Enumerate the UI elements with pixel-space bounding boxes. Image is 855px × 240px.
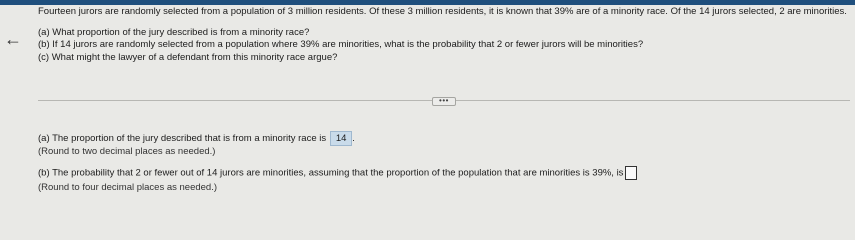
- answer-section: [38, 131, 850, 192]
- answer-a-line: (a) The proportion of the jury described that is from a minority race is 14 .: [38, 133, 355, 145]
- back-arrow-icon[interactable]: ←: [4, 29, 22, 49]
- answer-a-prompt: (a) The proportion of the jury described that is from a minority race is: [38, 133, 327, 145]
- question-b: (b) If 14 jurors are randomly selected from a population where 39% are minorities, what is the probability that 2 or fewer jurors will be minorities?: [38, 39, 644, 50]
- problem-statement: [38, 6, 850, 64]
- more-button[interactable]: •••: [432, 97, 456, 106]
- problem-intro: Fourteen jurors are randomly selected from a population of 3 million residents. Of these 3 million residents, it is known that 39% are of a minority race. Of the 14 jurors selected, 2 are minorities.: [38, 6, 847, 17]
- answer-a-hint: (Round to two decimal places as needed.): [38, 146, 216, 157]
- question-c: (c) What might the lawyer of a defendant from this minority race argue?: [38, 51, 338, 63]
- top-bar: [0, 0, 855, 5]
- answer-b-prompt: (b) The probability that 2 or fewer out of 14 jurors are minorities, assuming that the proportion of the population that are minorities is 39%, is: [38, 167, 624, 179]
- answer-b-hint: (Round to four decimal places as needed.): [38, 181, 218, 193]
- question-a: (a) What proportion of the jury described is from a minority race?: [38, 26, 310, 38]
- answer-b-field[interactable]: [625, 166, 637, 180]
- answer-b-line: [38, 166, 850, 180]
- answer-a-field[interactable]: 14: [330, 131, 352, 146]
